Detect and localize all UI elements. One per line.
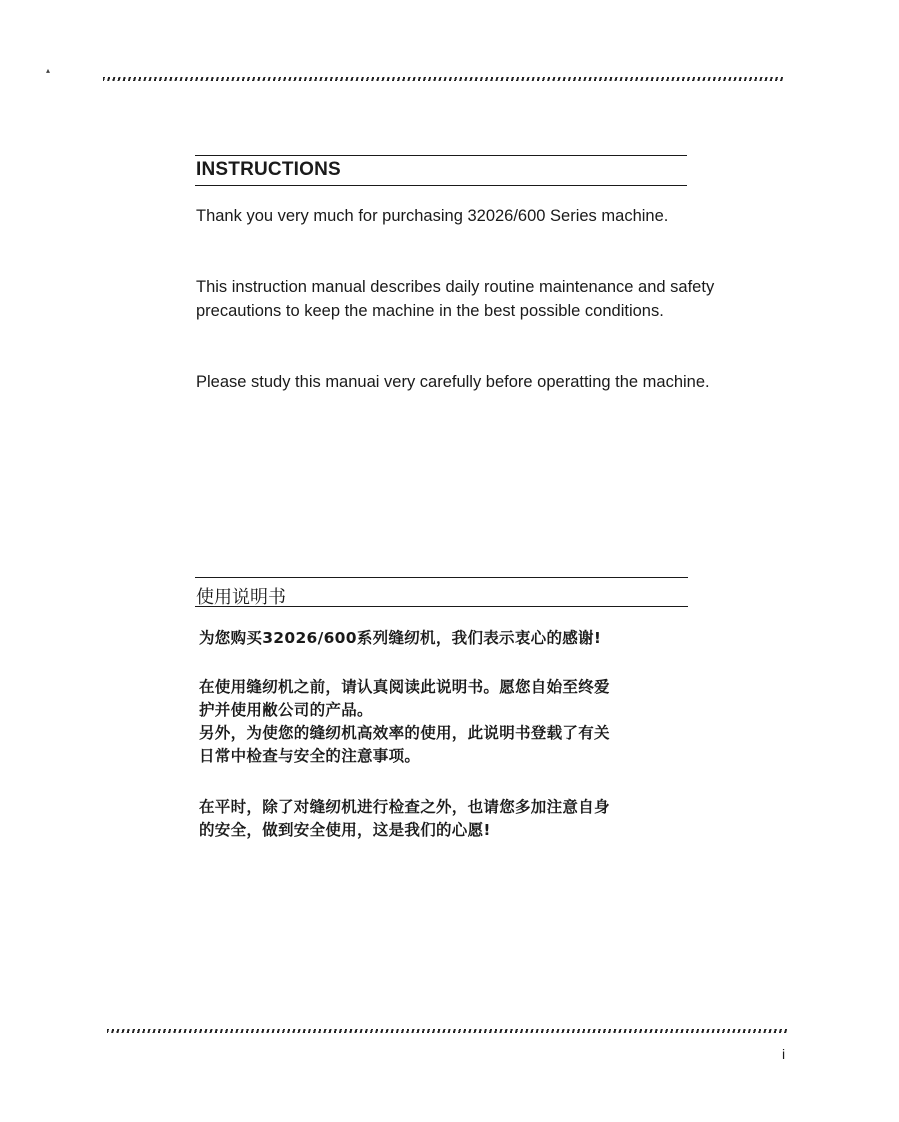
chinese-heading-bottom-rule — [195, 606, 688, 607]
chinese-paragraph-2-line: 在平时，除了对缝纫机进行检查之外，也请您多加注意自身 — [199, 798, 610, 816]
chinese-paragraph-1 — [199, 676, 699, 768]
english-heading: INSTRUCTIONS — [196, 159, 341, 180]
english-thank-you-text: Thank you very much for purchasing 32026/600 Series machine. — [196, 207, 669, 225]
bottom-dashed-rule — [107, 1029, 787, 1033]
chinese-paragraph-1-line: 护并使用敝公司的产品。 — [199, 701, 373, 719]
chinese-heading-top-rule — [195, 577, 688, 578]
chinese-heading: 使用说明书 — [196, 587, 286, 608]
chinese-thanks-text: 为您购买32026/600系列缝纫机，我们表示衷心的感谢! — [199, 629, 602, 647]
chinese-paragraph-1-line: 在使用缝纫机之前，请认真阅读此说明书。愿您自始至终爱 — [199, 678, 610, 696]
english-heading-bottom-rule — [195, 185, 687, 186]
english-paragraph-1: This instruction manual describes daily routine maintenance and safety precautions to keep the machine in the best possible conditions. — [196, 278, 715, 320]
chinese-paragraph-1-line: 日常中检查与安全的注意事项。 — [199, 747, 421, 765]
english-paragraph-2: Please study this manuai very carefully before operatting the machine. — [196, 373, 710, 391]
chinese-paragraph-2-line: 的安全，做到安全使用，这是我们的心愿! — [199, 821, 491, 839]
top-dashed-rule — [103, 77, 783, 81]
page-number: i — [782, 1046, 786, 1062]
chinese-paragraph-2 — [199, 796, 699, 842]
english-heading-top-rule — [195, 155, 687, 156]
corner-speck-mark: ▴ — [46, 66, 51, 75]
chinese-paragraph-1-line: 另外，为使您的缝纫机高效率的使用，此说明书登载了有关 — [199, 724, 610, 742]
